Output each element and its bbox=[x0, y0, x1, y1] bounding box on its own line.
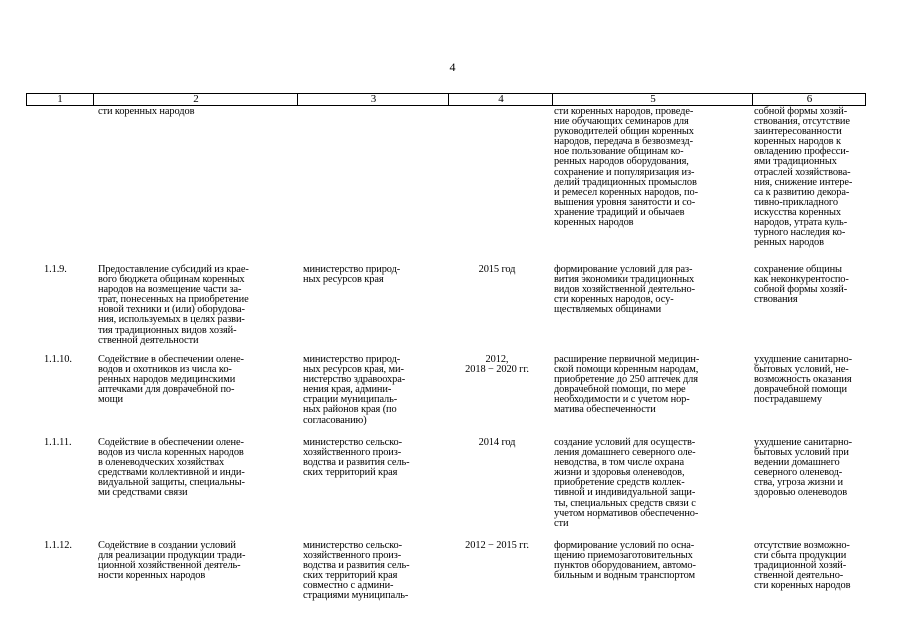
column-header-2: 2 bbox=[93, 94, 298, 105]
row-result: формирование условий по осна- щению приемозаготовительных пунктов оборудованием, автомо- бильным и водным транспортом bbox=[554, 540, 696, 582]
row-measure: Содействие в обеспечении олене- водов из числа коренных народов в оленеводческих хозяйствах средствами коллективной и инди- видуальной защиты, специальны- ми средствами связи bbox=[98, 437, 245, 499]
column-header-5: 5 bbox=[552, 94, 753, 105]
row-period: 2015 год bbox=[478, 264, 516, 275]
row-responsible: министерство природ- ных ресурсов края, ми- нистерство здравоохра- нения края, админи- страции муниципаль- ных районов края (по согласованию) bbox=[303, 354, 406, 426]
row-measure: Содействие в обеспечении олене- водов и охотников из числа ко- ренных народов медицинскими аптечками для доврачебной по- мощи bbox=[98, 354, 244, 406]
column-header-3: 3 bbox=[297, 94, 449, 105]
row-consequence: ухудшение санитарно- бытовых условий, не- возможность оказания доврачебной помощи пострадавшему bbox=[754, 354, 852, 406]
table-header-row bbox=[26, 93, 866, 106]
row-responsible: министерство природ- ных ресурсов края bbox=[303, 264, 401, 286]
row-number: 1.1.11. bbox=[44, 437, 72, 448]
row-number: 1.1.12. bbox=[44, 540, 72, 551]
row-number: 1.1.10. bbox=[44, 354, 72, 365]
column-header-6: 6 bbox=[752, 94, 866, 105]
row-consequence: ухудшение санитарно- бытовых условий при ведении домашнего северного оленевод- ства, угроза жизни и здоровью оленеводов bbox=[754, 437, 852, 499]
row-number: 1.1.9. bbox=[44, 264, 67, 275]
row-consequence: собной формы хозяй- ствования, отсутствие заинтересованности коренных народов к овладению професси- ями традиционных отраслей хозяйствова- ния, снижение интере- са к развитию декора- тивно-прикладного искусства коренных народов, утрата куль- турного наследия ко- ренных народов bbox=[754, 106, 853, 249]
column-header-4: 4 bbox=[448, 94, 553, 105]
row-period: 2012 − 2015 гг. bbox=[465, 540, 529, 551]
row-consequence: сохранение общины как неконкурентоспо- собной формы хозяй- ствования bbox=[754, 264, 849, 306]
row-period: 2014 год bbox=[478, 437, 516, 448]
row-result: расширение первичной медицин- ской помощи коренным народам, приобретение до 250 аптечек для доврачебной помощи, по мере необходимости и с учетом нор- матива обеспеченности bbox=[554, 354, 700, 416]
row-result: сти коренных народов, проведе- ние обучающих семинаров для руководителей общин коренных народов, передача в безвозмезд- ное пользование общинам ко- ренных народов оборудования, сохранение и популяризация из- делий традиционных промыслов и ремесел коренных народов, по- вышения уровня занятости и со- хранение традиций и обычаев коренных народов bbox=[554, 106, 698, 229]
page-number: 4 bbox=[449, 60, 456, 74]
row-measure: Содействие в создании условий для реализации продукции тради- ционной хозяйственной деятель- ности коренных народов bbox=[98, 540, 246, 582]
row-result: формирование условий для раз- вития экономики традиционных видов хозяйственной деятельно- сти коренных народов, осу- ществляемых общинами bbox=[554, 264, 695, 316]
row-period: 2012, 2018 − 2020 гг. bbox=[465, 354, 529, 376]
row-result: создание условий для осуществ- ления домашнего северного оле- неводства, в том числе охрана жизни и здоровья оленеводов, приобретение средств коллек- тивной и индивидуальной защи- ты, специальных средств связи с учетом нормативов обеспеченно- сти bbox=[554, 437, 699, 529]
row-responsible: министерство сельско- хозяйственного произ- водства и развития сель- ских территорий края совместно с админи- страциями муниципаль- bbox=[303, 540, 410, 602]
row-responsible: министерство сельско- хозяйственного произ- водства и развития сель- ских территорий края bbox=[303, 437, 410, 479]
column-header-1: 1 bbox=[57, 93, 63, 105]
row-measure: Предоставление субсидий из крае- вого бюджета общинам коренных народов на возмещение части за- трат, понесенных на приобретение новой техники и (или) оборудова- ния, используемых в целях разви- тия традиционных видов хозяй- ственной деятельности bbox=[98, 264, 249, 346]
row-consequence: отсутствие возможно- сти сбыта продукции традиционной хозяй- ственной деятельно- сти коренных народов bbox=[754, 540, 851, 592]
row-measure: сти коренных народов bbox=[98, 106, 195, 117]
